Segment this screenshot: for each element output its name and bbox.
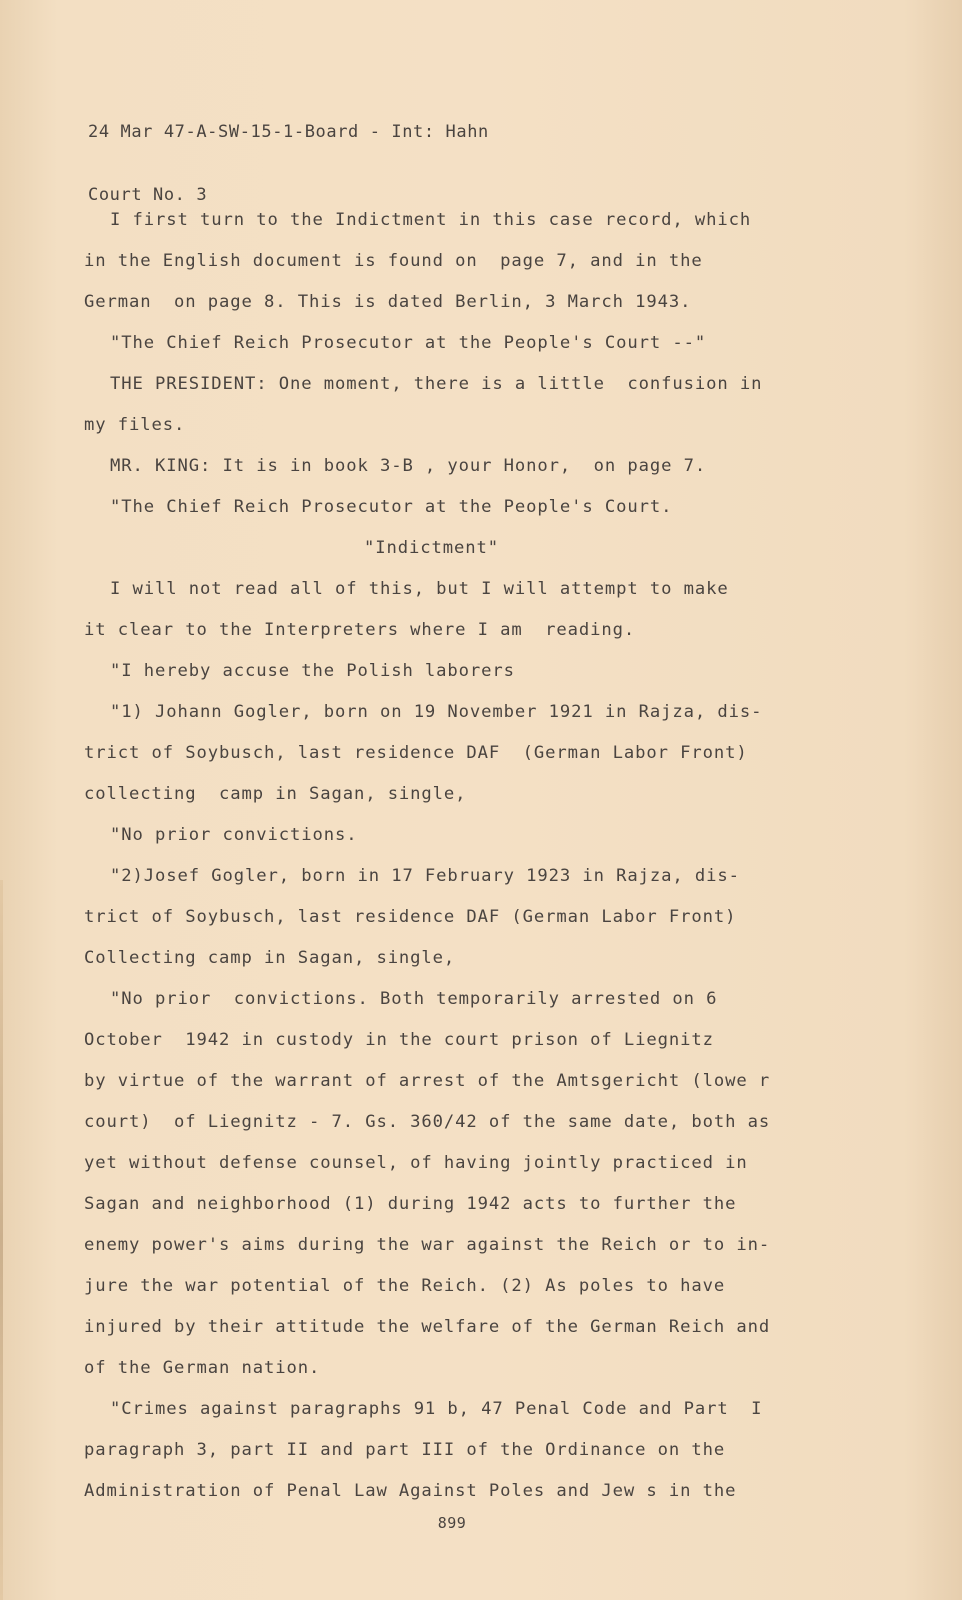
text-line: of the German nation. — [84, 1358, 321, 1378]
text-line: "1) Johann Gogler, born on 19 November 1921 in Rajza, dis- — [110, 702, 763, 722]
text-line: enemy power's aims during the war against the Reich or to in- — [84, 1235, 771, 1255]
text-line: German on page 8. This is dated Berlin, 3 March 1943. — [84, 292, 692, 312]
text-line: "Crimes against paragraphs 91 b, 47 Penal Code and Part I — [110, 1399, 763, 1419]
text-line: MR. KING: It is in book 3-B , your Honor, on page 7. — [110, 456, 707, 476]
text-line: paragraph 3, part II and part III of the Ordinance on the — [84, 1440, 726, 1460]
text-line: trict of Soybusch, last residence DAF (German Labor Front) — [84, 907, 737, 927]
text-line: "I hereby accuse the Polish laborers — [110, 661, 515, 681]
text-line: "Indictment" — [364, 538, 499, 558]
text-line: "No prior convictions. — [110, 825, 358, 845]
text-line: it clear to the Interpreters where I am reading. — [84, 620, 636, 640]
text-line: my files. — [84, 415, 186, 435]
page-binding-edge — [0, 880, 3, 1600]
text-line: collecting camp in Sagan, single, — [84, 784, 467, 804]
text-line: I will not read all of this, but I will attempt to make — [110, 579, 729, 599]
text-line: yet without defense counsel, of having jointly practiced in — [84, 1153, 748, 1173]
text-line: "The Chief Reich Prosecutor at the People's Court --" — [110, 333, 707, 353]
text-line: October 1942 in custody in the court prison of Liegnitz — [84, 1030, 714, 1050]
text-line: "2)Josef Gogler, born in 17 February 1923 in Rajza, dis- — [110, 866, 740, 886]
text-line: by virtue of the warrant of arrest of the Amtsgericht (lowe r — [84, 1071, 771, 1091]
text-line: jure the war potential of the Reich. (2) As poles to have — [84, 1276, 726, 1296]
text-line: Administration of Penal Law Against Poles and Jew s in the — [84, 1481, 737, 1501]
text-line: in the English document is found on page 7, and in the — [84, 251, 703, 271]
text-line: "No prior convictions. Both temporarily arrested on 6 — [110, 989, 718, 1009]
text-line: injured by their attitude the welfare of the German Reich and — [84, 1317, 771, 1337]
text-line: Sagan and neighborhood (1) during 1942 acts to further the — [84, 1194, 737, 1214]
page-number: 899 — [437, 1514, 467, 1532]
header-line-2: Court No. 3 — [88, 185, 208, 205]
header-line-1: 24 Mar 47-A-SW-15-1-Board - Int: Hahn — [88, 122, 489, 142]
text-line: Collecting camp in Sagan, single, — [84, 948, 456, 968]
text-line: "The Chief Reich Prosecutor at the People's Court. — [110, 497, 673, 517]
text-line: I first turn to the Indictment in this case record, which — [110, 210, 752, 230]
text-line: court) of Liegnitz - 7. Gs. 360/42 of the same date, both as — [84, 1112, 771, 1132]
text-line: trict of Soybusch, last residence DAF (German Labor Front) — [84, 743, 748, 763]
text-line: THE PRESIDENT: One moment, there is a little confusion in — [110, 374, 763, 394]
